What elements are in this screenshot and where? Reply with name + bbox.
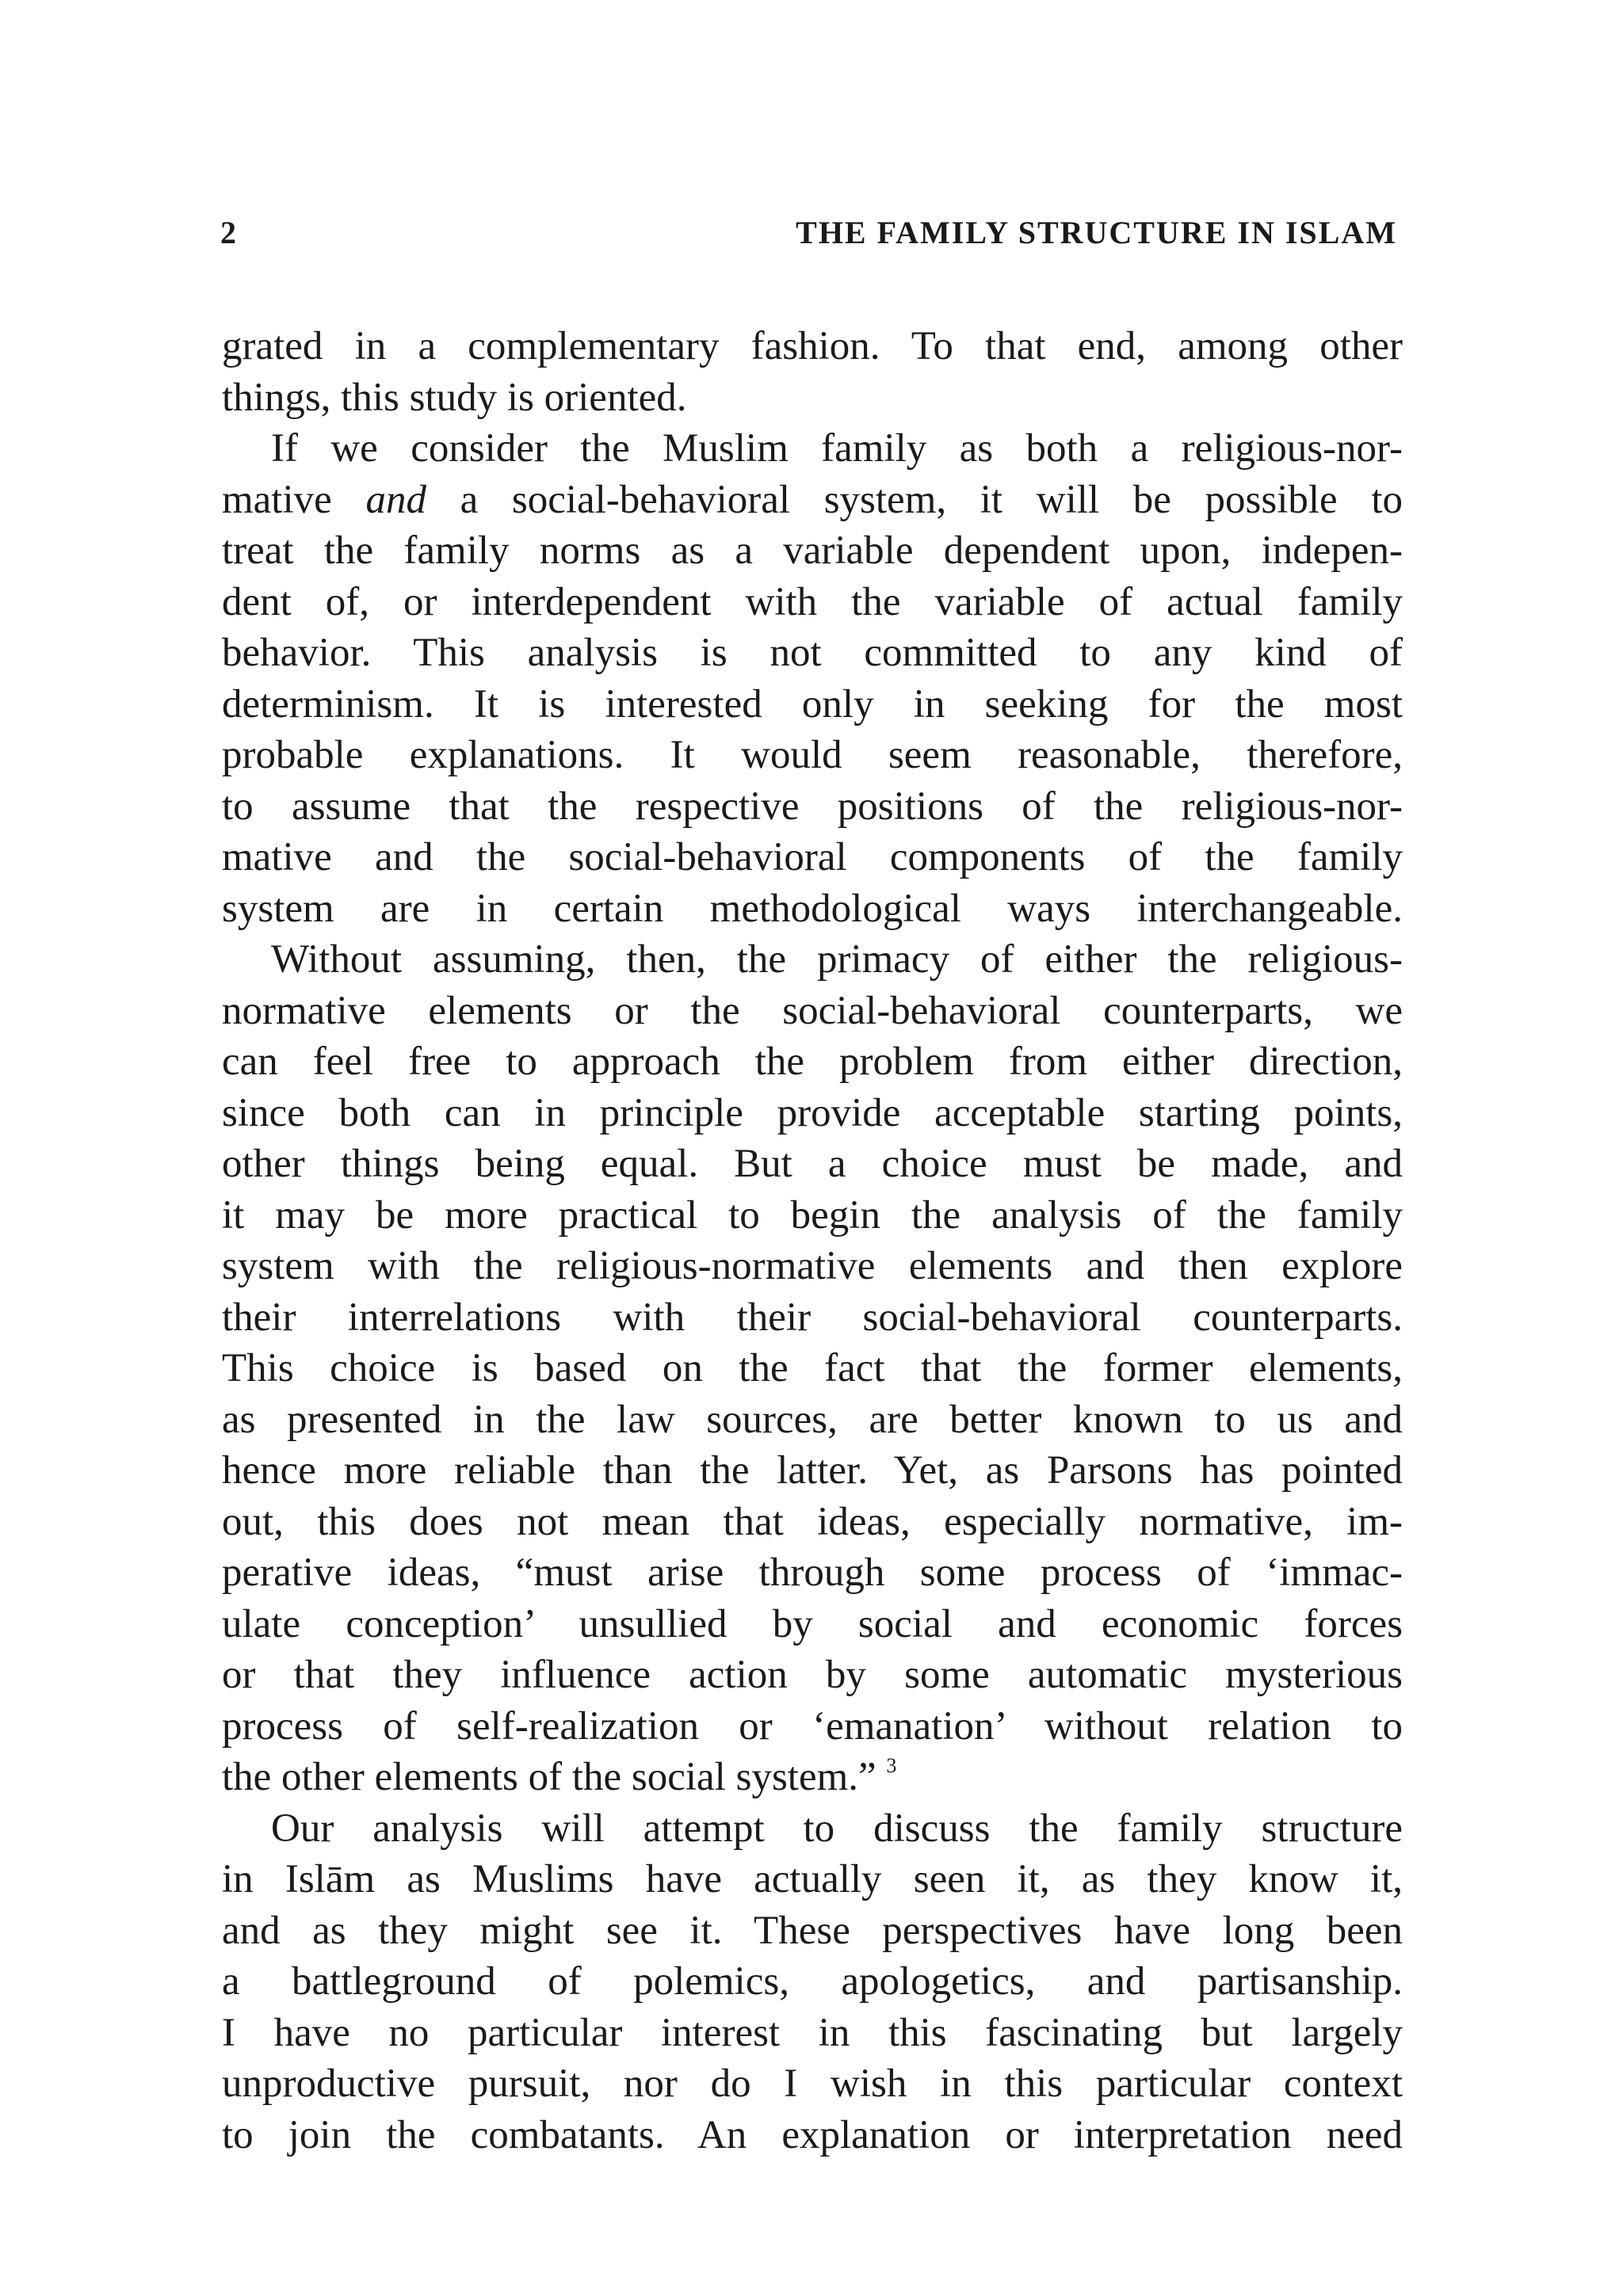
text-line: things, this study is oriented.: [222, 375, 687, 420]
text-line: I have no particular interest in this fascinating but largely: [222, 2010, 1403, 2055]
text-line: treat the family norms as a variable dependent upon, indepen-: [222, 528, 1403, 573]
text-line: perative ideas, “must arise through some process of ‘immac-: [222, 1550, 1403, 1595]
text-line: mative and the social-behavioral components of the family: [222, 835, 1403, 879]
text-line: probable explanations. It would seem reasonable, therefore,: [222, 733, 1403, 777]
text-line: it may be more practical to begin the analysis of the family: [222, 1192, 1403, 1238]
text-line: Without assuming, then, the primacy of either the religious-: [271, 937, 1403, 982]
paragraph: [222, 321, 1403, 423]
text-line: Our analysis will attempt to discuss the family structure: [271, 1806, 1403, 1851]
running-title: THE FAMILY STRUCTURE IN ISLAM: [796, 215, 1397, 250]
paragraph: [222, 934, 1403, 1803]
text-line: to assume that the respective positions of the religious-nor-: [222, 784, 1403, 829]
text-line: hence more reliable than the latter. Yet, as Parsons has pointed: [222, 1448, 1403, 1493]
text-line-with-footnote: [222, 1752, 1403, 1803]
paragraph: [222, 1803, 1403, 2161]
text-line: a battleground of polemics, apologetics, and partisanship.: [222, 1959, 1403, 2004]
text-line: can feel free to approach the problem from either direction,: [222, 1039, 1403, 1084]
text-line: normative elements or the social-behavioral counterparts, we: [222, 988, 1403, 1033]
text-line: to join the combatants. An explanation or interpretation need: [222, 2112, 1403, 2157]
text-line: other things being equal. But a choice must be made, and: [222, 1142, 1403, 1186]
text-line-with-emphasis: [222, 475, 1403, 526]
text-line: or that they influence action by some automatic mysterious: [222, 1653, 1403, 1697]
text-line: as presented in the law sources, are better known to us and: [222, 1397, 1403, 1442]
text-line: out, this does not mean that ideas, especially normative, im-: [222, 1499, 1403, 1544]
text-segment: mative: [222, 477, 366, 522]
text-line: behavior. This analysis is not committed to any kind of: [222, 631, 1403, 675]
text-line: determinism. It is interested only in seeking for the most: [222, 681, 1403, 727]
text-line: process of self-realization or ‘emanation’ without relation to: [222, 1703, 1403, 1749]
text-line: dent of, or interdependent with the variable of actual family: [222, 579, 1403, 624]
text-line-content: the other elements of the social system.”: [222, 1755, 876, 1799]
text-line: unproductive pursuit, nor do I wish in this particular context: [222, 2061, 1403, 2106]
text-line: in Islām as Muslims have actually seen it, as they know it,: [222, 1857, 1403, 1901]
emphasized-word: and: [365, 477, 426, 522]
text-line: ulate conception’ unsullied by social and economic forces: [222, 1601, 1403, 1646]
text-line: their interrelations with their social-behavioral counterparts.: [222, 1295, 1403, 1340]
running-head: [220, 214, 1397, 261]
text-line: system with the religious-normative elements and then explore: [222, 1244, 1403, 1288]
text-segment: a social-behavioral system, it will be possible to: [426, 477, 1403, 522]
page-number: 2: [220, 215, 236, 250]
text-line: system are in certain methodological ways interchangeable.: [222, 886, 1403, 931]
paragraph: [222, 423, 1403, 934]
text-line: This choice is based on the fact that the former elements,: [222, 1346, 1403, 1390]
text-line: and as they might see it. These perspectives have long been: [222, 1908, 1403, 1953]
footnote-reference[interactable]: 3: [886, 1754, 897, 1777]
text-line: grated in a complementary fashion. To that end, among other: [222, 324, 1403, 368]
text-line: If we consider the Muslim family as both a religious-nor-: [271, 426, 1403, 471]
body-text: [222, 321, 1403, 2161]
text-line: since both can in principle provide acceptable starting points,: [222, 1090, 1403, 1135]
